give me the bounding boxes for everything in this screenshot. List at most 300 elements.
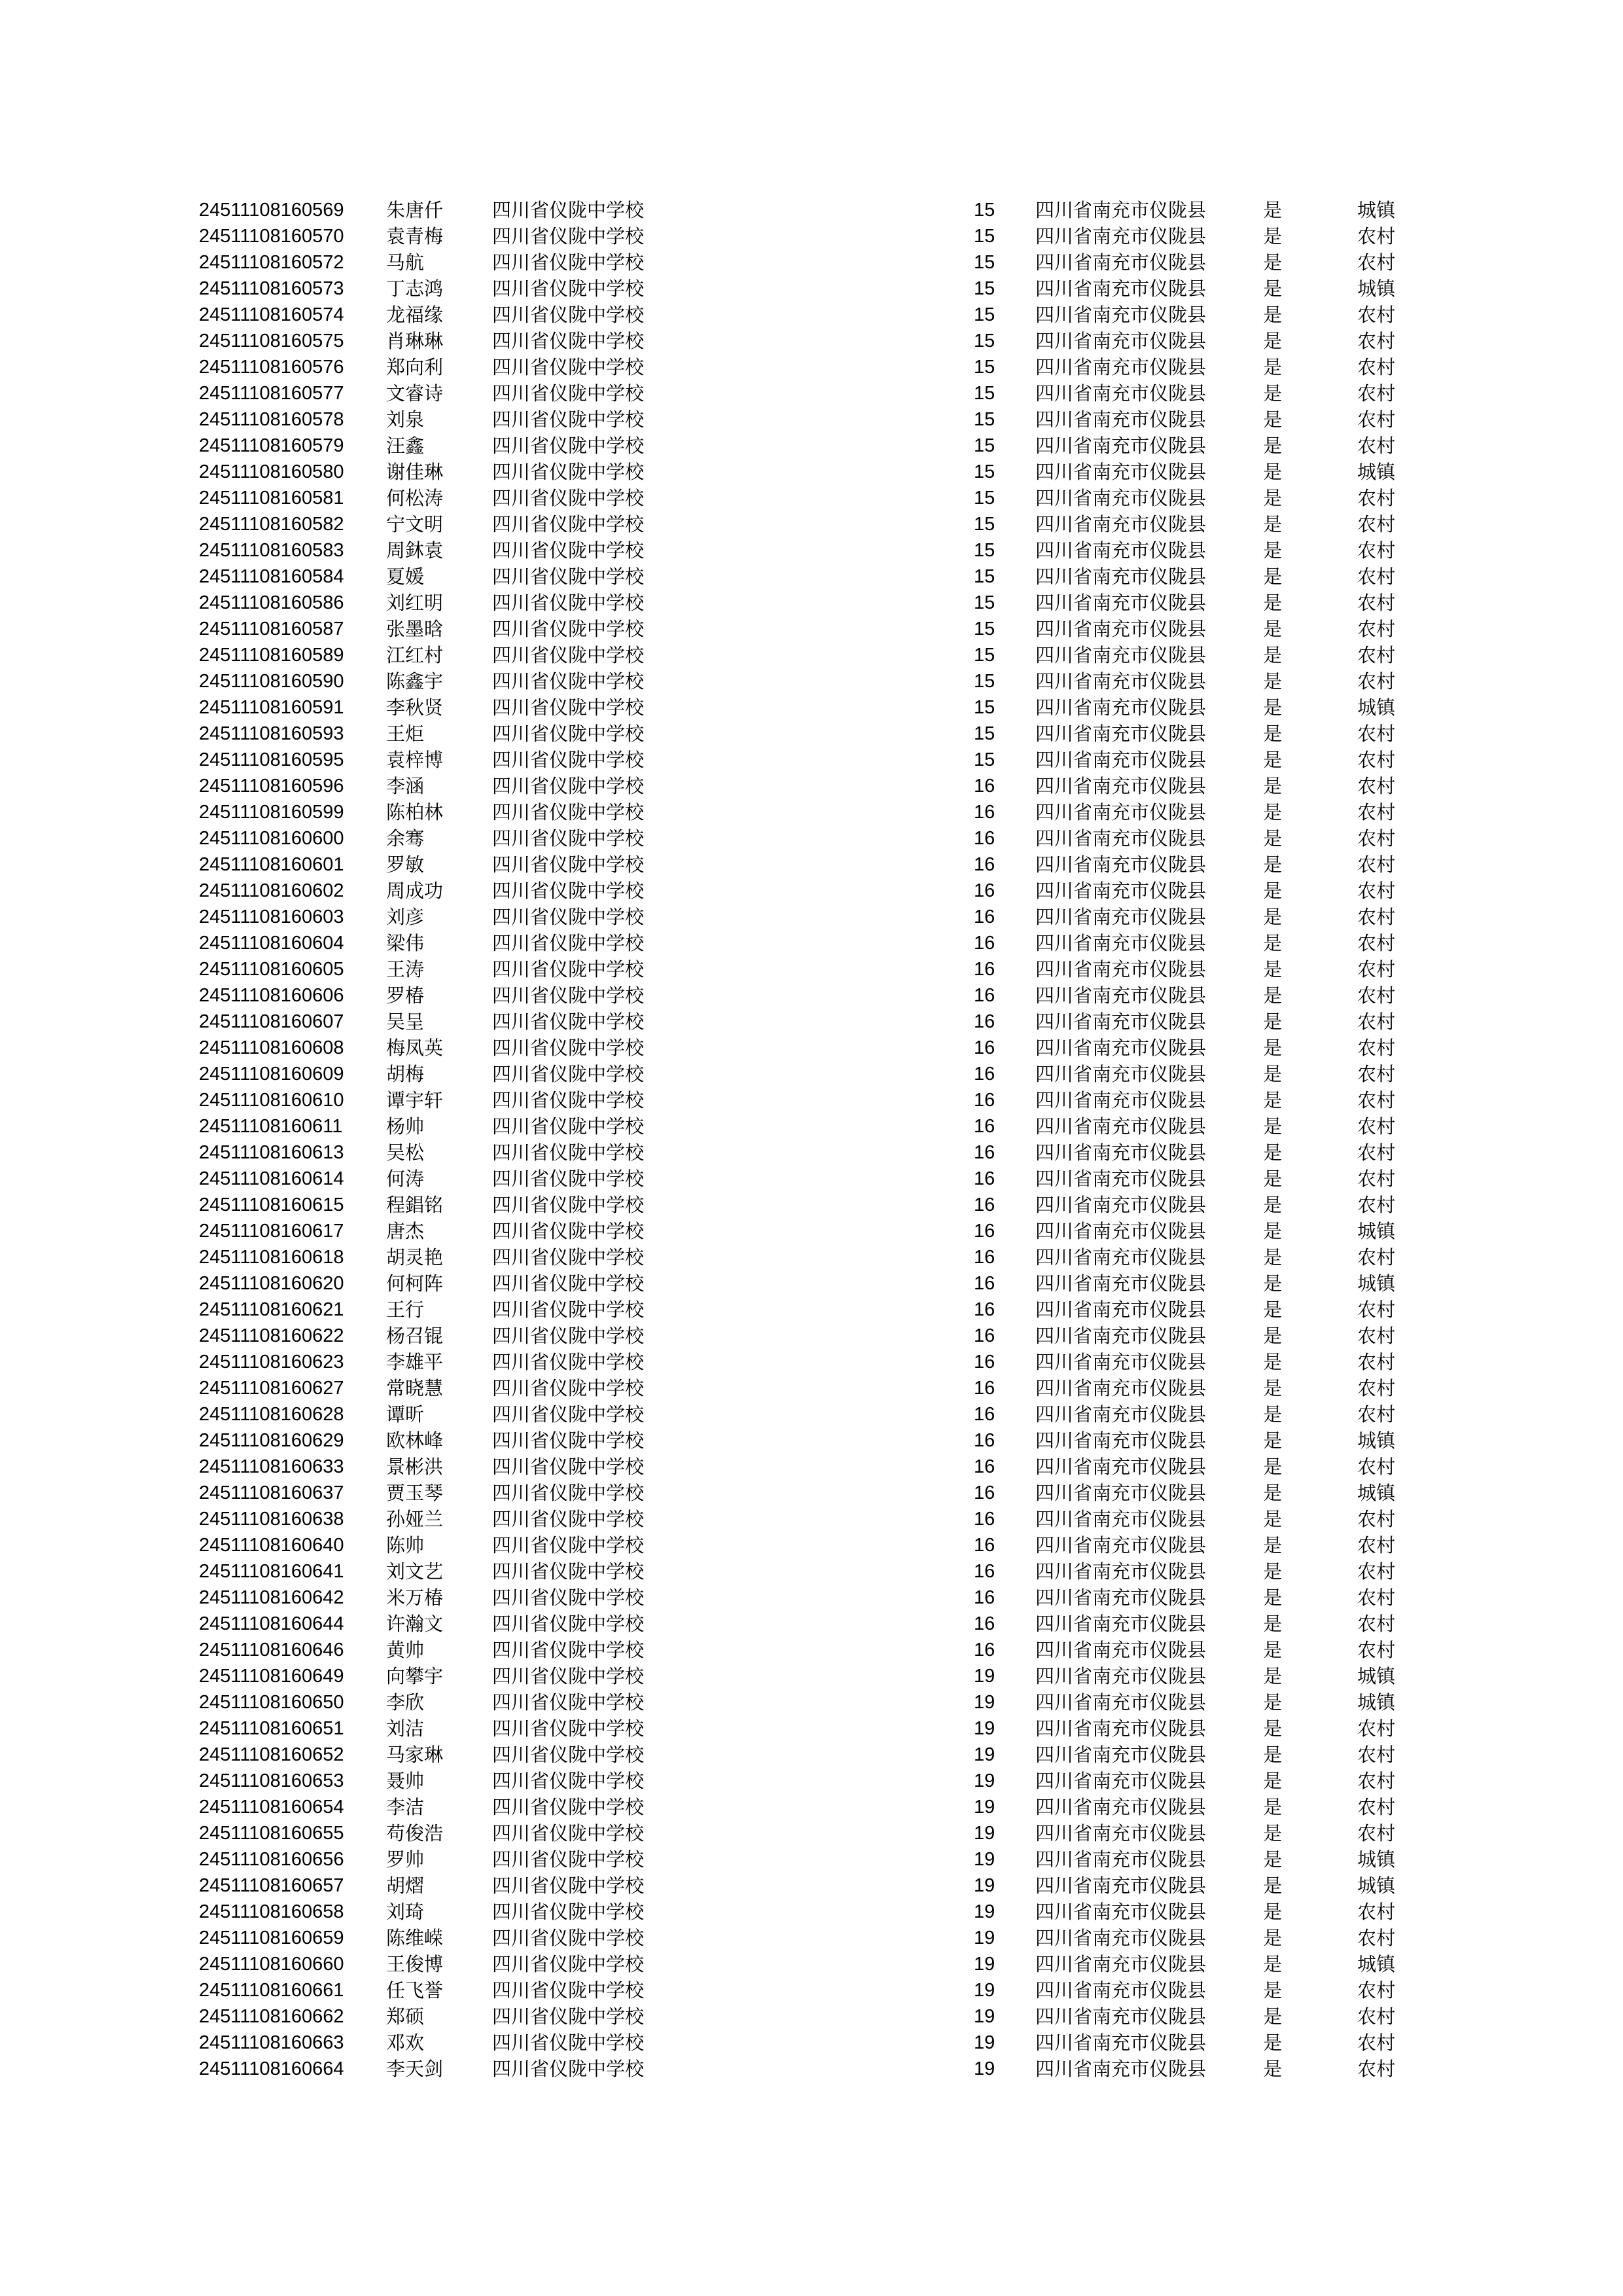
household-type-cell: 农村 bbox=[1357, 382, 1396, 404]
student-id-cell: 24511108160658 bbox=[199, 1901, 344, 1922]
school-cell: 四川省仪陇中学校 bbox=[492, 1141, 645, 1164]
school-cell: 四川省仪陇中学校 bbox=[492, 278, 645, 300]
count-cell: 16 bbox=[974, 1273, 995, 1294]
flag-cell: 是 bbox=[1263, 984, 1283, 1007]
school-cell: 四川省仪陇中学校 bbox=[492, 1115, 645, 1138]
address-cell: 四川省南充市仪陇县 bbox=[1035, 1377, 1207, 1399]
household-type-cell: 农村 bbox=[1357, 644, 1396, 666]
count-cell: 16 bbox=[974, 1482, 995, 1503]
school-cell: 四川省仪陇中学校 bbox=[492, 565, 645, 588]
student-id-cell: 24511108160663 bbox=[199, 2032, 344, 2053]
address-cell: 四川省南充市仪陇县 bbox=[1035, 1508, 1207, 1530]
school-cell: 四川省仪陇中学校 bbox=[492, 1246, 645, 1268]
household-type-cell: 农村 bbox=[1357, 1351, 1396, 1373]
school-cell: 四川省仪陇中学校 bbox=[492, 1456, 645, 1478]
flag-cell: 是 bbox=[1263, 2032, 1283, 2054]
student-id-cell: 24511108160662 bbox=[199, 2006, 344, 2027]
table-row bbox=[199, 485, 1442, 511]
student-id-cell: 24511108160629 bbox=[199, 1430, 344, 1451]
household-type-cell: 农村 bbox=[1357, 827, 1396, 850]
school-cell: 四川省仪陇中学校 bbox=[492, 1168, 645, 1190]
flag-cell: 是 bbox=[1263, 906, 1283, 928]
count-cell: 16 bbox=[974, 1194, 995, 1215]
household-type-cell: 城镇 bbox=[1357, 1953, 1396, 1975]
school-cell: 四川省仪陇中学校 bbox=[492, 644, 645, 666]
address-cell: 四川省南充市仪陇县 bbox=[1035, 644, 1207, 666]
count-cell: 15 bbox=[974, 723, 995, 744]
student-id-cell: 24511108160569 bbox=[199, 200, 344, 221]
table-row bbox=[199, 2056, 1442, 2082]
student-name-cell: 龙福缘 bbox=[386, 304, 444, 326]
address-cell: 四川省南充市仪陇县 bbox=[1035, 932, 1207, 954]
school-cell: 四川省仪陇中学校 bbox=[492, 1351, 645, 1373]
student-id-cell: 24511108160642 bbox=[199, 1587, 344, 1608]
count-cell: 15 bbox=[974, 671, 995, 692]
address-cell: 四川省南充市仪陇县 bbox=[1035, 1717, 1207, 1740]
household-type-cell: 农村 bbox=[1357, 435, 1396, 457]
flag-cell: 是 bbox=[1263, 1272, 1283, 1295]
table-row bbox=[199, 1532, 1442, 1558]
student-name-cell: 朱唐仟 bbox=[386, 199, 444, 221]
school-cell: 四川省仪陇中学校 bbox=[492, 2058, 645, 2080]
student-id-cell: 24511108160600 bbox=[199, 828, 344, 849]
flag-cell: 是 bbox=[1263, 775, 1283, 797]
student-id-cell: 24511108160641 bbox=[199, 1561, 344, 1582]
student-id-cell: 24511108160586 bbox=[199, 592, 344, 613]
household-type-cell: 农村 bbox=[1357, 880, 1396, 902]
table-row bbox=[199, 1192, 1442, 1218]
student-name-cell: 许瀚文 bbox=[386, 1613, 444, 1635]
count-cell: 15 bbox=[974, 749, 995, 770]
count-cell: 19 bbox=[974, 1770, 995, 1791]
table-row bbox=[199, 1611, 1442, 1637]
flag-cell: 是 bbox=[1263, 1770, 1283, 1792]
student-id-cell: 24511108160614 bbox=[199, 1168, 344, 1189]
table-row bbox=[199, 747, 1442, 773]
student-name-cell: 米万椿 bbox=[386, 1587, 444, 1609]
flag-cell: 是 bbox=[1263, 1351, 1283, 1373]
flag-cell: 是 bbox=[1263, 487, 1283, 509]
household-type-cell: 农村 bbox=[1357, 251, 1396, 274]
student-name-cell: 袁青梅 bbox=[386, 225, 444, 247]
student-id-cell: 24511108160593 bbox=[199, 723, 344, 744]
household-type-cell: 农村 bbox=[1357, 1168, 1396, 1190]
flag-cell: 是 bbox=[1263, 1534, 1283, 1556]
student-id-cell: 24511108160596 bbox=[199, 776, 344, 797]
school-cell: 四川省仪陇中学校 bbox=[492, 1613, 645, 1635]
student-id-cell: 24511108160613 bbox=[199, 1142, 344, 1163]
household-type-cell: 农村 bbox=[1357, 2058, 1396, 2080]
count-cell: 15 bbox=[974, 304, 995, 325]
count-cell: 16 bbox=[974, 1142, 995, 1163]
student-name-cell: 梁伟 bbox=[386, 932, 425, 954]
count-cell: 15 bbox=[974, 226, 995, 247]
student-name-cell: 苟俊浩 bbox=[386, 1822, 444, 1844]
count-cell: 19 bbox=[974, 1980, 995, 2001]
student-name-cell: 张墨晗 bbox=[386, 618, 444, 640]
table-row bbox=[199, 1009, 1442, 1035]
table-row bbox=[199, 511, 1442, 537]
flag-cell: 是 bbox=[1263, 304, 1283, 326]
student-name-cell: 肖琳琳 bbox=[386, 330, 444, 352]
student-id-cell: 24511108160587 bbox=[199, 619, 344, 639]
student-name-cell: 王行 bbox=[386, 1299, 425, 1321]
household-type-cell: 农村 bbox=[1357, 1325, 1396, 1347]
student-id-cell: 24511108160660 bbox=[199, 1954, 344, 1975]
count-cell: 16 bbox=[974, 1456, 995, 1477]
table-row bbox=[199, 249, 1442, 276]
household-type-cell: 农村 bbox=[1357, 513, 1396, 535]
student-id-cell: 24511108160655 bbox=[199, 1823, 344, 1844]
count-cell: 15 bbox=[974, 697, 995, 718]
student-id-cell: 24511108160623 bbox=[199, 1352, 344, 1372]
count-cell: 15 bbox=[974, 488, 995, 509]
household-type-cell: 城镇 bbox=[1357, 199, 1396, 221]
address-cell: 四川省南充市仪陇县 bbox=[1035, 1194, 1207, 1216]
count-cell: 16 bbox=[974, 1378, 995, 1399]
household-type-cell: 农村 bbox=[1357, 1717, 1396, 1740]
school-cell: 四川省仪陇中学校 bbox=[492, 1403, 645, 1426]
student-id-cell: 24511108160633 bbox=[199, 1456, 344, 1477]
student-id-cell: 24511108160570 bbox=[199, 226, 344, 247]
student-id-cell: 24511108160591 bbox=[199, 697, 344, 718]
count-cell: 15 bbox=[974, 566, 995, 587]
student-id-cell: 24511108160601 bbox=[199, 854, 344, 875]
count-cell: 19 bbox=[974, 2032, 995, 2053]
student-id-cell: 24511108160621 bbox=[199, 1299, 344, 1320]
household-type-cell: 农村 bbox=[1357, 565, 1396, 588]
address-cell: 四川省南充市仪陇县 bbox=[1035, 251, 1207, 274]
student-name-cell: 任飞誉 bbox=[386, 1979, 444, 2001]
table-row bbox=[199, 1297, 1442, 1323]
table-row bbox=[199, 354, 1442, 380]
household-type-cell: 农村 bbox=[1357, 932, 1396, 954]
table-row bbox=[199, 1951, 1442, 1977]
address-cell: 四川省南充市仪陇县 bbox=[1035, 2032, 1207, 2054]
address-cell: 四川省南充市仪陇县 bbox=[1035, 1246, 1207, 1268]
count-cell: 19 bbox=[974, 1797, 995, 1818]
student-name-cell: 何柯阵 bbox=[386, 1272, 444, 1295]
table-row bbox=[199, 1742, 1442, 1768]
address-cell: 四川省南充市仪陇县 bbox=[1035, 1011, 1207, 1033]
student-id-cell: 24511108160617 bbox=[199, 1221, 344, 1242]
count-cell: 15 bbox=[974, 200, 995, 221]
student-id-cell: 24511108160582 bbox=[199, 514, 344, 535]
school-cell: 四川省仪陇中学校 bbox=[492, 592, 645, 614]
student-id-cell: 24511108160595 bbox=[199, 749, 344, 770]
household-type-cell: 城镇 bbox=[1357, 1665, 1396, 1687]
household-type-cell: 农村 bbox=[1357, 958, 1396, 980]
address-cell: 四川省南充市仪陇县 bbox=[1035, 1691, 1207, 1713]
student-id-cell: 24511108160649 bbox=[199, 1666, 344, 1687]
address-cell: 四川省南充市仪陇县 bbox=[1035, 592, 1207, 614]
table-row bbox=[199, 2003, 1442, 2030]
household-type-cell: 农村 bbox=[1357, 1587, 1396, 1609]
flag-cell: 是 bbox=[1263, 382, 1283, 404]
table-row bbox=[199, 1768, 1442, 1794]
student-name-cell: 王炬 bbox=[386, 723, 425, 745]
household-type-cell: 农村 bbox=[1357, 1770, 1396, 1792]
table-row bbox=[199, 1323, 1442, 1349]
table-row bbox=[199, 1244, 1442, 1270]
student-name-cell: 刘洁 bbox=[386, 1717, 425, 1740]
table-row bbox=[199, 1637, 1442, 1663]
student-id-cell: 24511108160608 bbox=[199, 1037, 344, 1058]
household-type-cell: 农村 bbox=[1357, 1299, 1396, 1321]
table-row bbox=[199, 1846, 1442, 1873]
school-cell: 四川省仪陇中学校 bbox=[492, 775, 645, 797]
address-cell: 四川省南充市仪陇县 bbox=[1035, 1456, 1207, 1478]
flag-cell: 是 bbox=[1263, 1246, 1283, 1268]
school-cell: 四川省仪陇中学校 bbox=[492, 461, 645, 483]
household-type-cell: 农村 bbox=[1357, 1901, 1396, 1923]
address-cell: 四川省南充市仪陇县 bbox=[1035, 1168, 1207, 1190]
table-row bbox=[199, 1454, 1442, 1480]
address-cell: 四川省南充市仪陇县 bbox=[1035, 749, 1207, 771]
student-name-cell: 常晓慧 bbox=[386, 1377, 444, 1399]
school-cell: 四川省仪陇中学校 bbox=[492, 1482, 645, 1504]
count-cell: 16 bbox=[974, 933, 995, 954]
student-name-cell: 刘红明 bbox=[386, 592, 444, 614]
address-cell: 四川省南充市仪陇县 bbox=[1035, 1665, 1207, 1687]
student-name-cell: 李欣 bbox=[386, 1691, 425, 1713]
student-id-cell: 24511108160638 bbox=[199, 1509, 344, 1530]
student-name-cell: 丁志鸿 bbox=[386, 278, 444, 300]
count-cell: 15 bbox=[974, 278, 995, 299]
flag-cell: 是 bbox=[1263, 1744, 1283, 1766]
flag-cell: 是 bbox=[1263, 1822, 1283, 1844]
table-row bbox=[199, 982, 1442, 1009]
address-cell: 四川省南充市仪陇县 bbox=[1035, 461, 1207, 483]
address-cell: 四川省南充市仪陇县 bbox=[1035, 984, 1207, 1007]
student-id-cell: 24511108160602 bbox=[199, 880, 344, 901]
flag-cell: 是 bbox=[1263, 827, 1283, 850]
household-type-cell: 农村 bbox=[1357, 801, 1396, 823]
table-row bbox=[199, 825, 1442, 852]
student-id-cell: 24511108160578 bbox=[199, 409, 344, 430]
table-row bbox=[199, 380, 1442, 406]
household-type-cell: 农村 bbox=[1357, 2005, 1396, 2028]
address-cell: 四川省南充市仪陇县 bbox=[1035, 1037, 1207, 1059]
table-row bbox=[199, 197, 1442, 223]
address-cell: 四川省南充市仪陇县 bbox=[1035, 1770, 1207, 1792]
student-id-cell: 24511108160622 bbox=[199, 1325, 344, 1346]
household-type-cell: 农村 bbox=[1357, 853, 1396, 876]
student-name-cell: 陈鑫宇 bbox=[386, 670, 444, 692]
address-cell: 四川省南充市仪陇县 bbox=[1035, 304, 1207, 326]
address-cell: 四川省南充市仪陇县 bbox=[1035, 225, 1207, 247]
address-cell: 四川省南充市仪陇县 bbox=[1035, 278, 1207, 300]
count-cell: 16 bbox=[974, 1247, 995, 1268]
school-cell: 四川省仪陇中学校 bbox=[492, 984, 645, 1007]
student-table bbox=[199, 197, 1442, 2082]
school-cell: 四川省仪陇中学校 bbox=[492, 880, 645, 902]
table-row bbox=[199, 1401, 1442, 1427]
count-cell: 19 bbox=[974, 1744, 995, 1765]
count-cell: 16 bbox=[974, 906, 995, 927]
count-cell: 19 bbox=[974, 1954, 995, 1975]
student-name-cell: 景彬洪 bbox=[386, 1456, 444, 1478]
school-cell: 四川省仪陇中学校 bbox=[492, 1037, 645, 1059]
school-cell: 四川省仪陇中学校 bbox=[492, 513, 645, 535]
school-cell: 四川省仪陇中学校 bbox=[492, 1665, 645, 1687]
school-cell: 四川省仪陇中学校 bbox=[492, 827, 645, 850]
household-type-cell: 农村 bbox=[1357, 487, 1396, 509]
flag-cell: 是 bbox=[1263, 1037, 1283, 1059]
table-row bbox=[199, 1166, 1442, 1192]
household-type-cell: 农村 bbox=[1357, 984, 1396, 1007]
student-name-cell: 李雄平 bbox=[386, 1351, 444, 1373]
student-id-cell: 24511108160599 bbox=[199, 802, 344, 823]
household-type-cell: 农村 bbox=[1357, 356, 1396, 378]
table-row bbox=[199, 1820, 1442, 1846]
flag-cell: 是 bbox=[1263, 1063, 1283, 1085]
student-id-cell: 24511108160664 bbox=[199, 2058, 344, 2079]
table-row bbox=[199, 276, 1442, 302]
student-id-cell: 24511108160580 bbox=[199, 461, 344, 482]
household-type-cell: 农村 bbox=[1357, 1796, 1396, 1818]
count-cell: 16 bbox=[974, 1168, 995, 1189]
household-type-cell: 城镇 bbox=[1357, 1220, 1396, 1242]
school-cell: 四川省仪陇中学校 bbox=[492, 1272, 645, 1295]
student-id-cell: 24511108160572 bbox=[199, 252, 344, 273]
count-cell: 16 bbox=[974, 1325, 995, 1346]
household-type-cell: 农村 bbox=[1357, 225, 1396, 247]
household-type-cell: 农村 bbox=[1357, 1927, 1396, 1949]
student-id-cell: 24511108160659 bbox=[199, 1928, 344, 1948]
flag-cell: 是 bbox=[1263, 408, 1283, 431]
school-cell: 四川省仪陇中学校 bbox=[492, 1377, 645, 1399]
flag-cell: 是 bbox=[1263, 1168, 1283, 1190]
student-name-cell: 何涛 bbox=[386, 1168, 425, 1190]
table-row bbox=[199, 1873, 1442, 1899]
student-id-cell: 24511108160589 bbox=[199, 645, 344, 666]
student-name-cell: 江红村 bbox=[386, 644, 444, 666]
table-row bbox=[199, 799, 1442, 825]
table-row bbox=[199, 773, 1442, 799]
table-row bbox=[199, 721, 1442, 747]
count-cell: 16 bbox=[974, 1561, 995, 1582]
address-cell: 四川省南充市仪陇县 bbox=[1035, 958, 1207, 980]
count-cell: 15 bbox=[974, 383, 995, 404]
student-id-cell: 24511108160575 bbox=[199, 331, 344, 351]
count-cell: 16 bbox=[974, 1116, 995, 1137]
table-row bbox=[199, 1977, 1442, 2003]
address-cell: 四川省南充市仪陇县 bbox=[1035, 1351, 1207, 1373]
student-name-cell: 吴呈 bbox=[386, 1011, 425, 1033]
student-name-cell: 马航 bbox=[386, 251, 425, 274]
student-id-cell: 24511108160620 bbox=[199, 1273, 344, 1294]
flag-cell: 是 bbox=[1263, 1848, 1283, 1871]
table-row bbox=[199, 1585, 1442, 1611]
school-cell: 四川省仪陇中学校 bbox=[492, 749, 645, 771]
table-row bbox=[199, 1375, 1442, 1401]
student-name-cell: 罗帅 bbox=[386, 1848, 425, 1871]
household-type-cell: 城镇 bbox=[1357, 696, 1396, 719]
school-cell: 四川省仪陇中学校 bbox=[492, 1848, 645, 1871]
flag-cell: 是 bbox=[1263, 1403, 1283, 1426]
count-cell: 15 bbox=[974, 619, 995, 639]
household-type-cell: 城镇 bbox=[1357, 1848, 1396, 1871]
count-cell: 16 bbox=[974, 1299, 995, 1320]
flag-cell: 是 bbox=[1263, 1456, 1283, 1478]
table-row bbox=[199, 1218, 1442, 1244]
count-cell: 16 bbox=[974, 802, 995, 823]
table-row bbox=[199, 564, 1442, 590]
count-cell: 15 bbox=[974, 645, 995, 666]
school-cell: 四川省仪陇中学校 bbox=[492, 330, 645, 352]
school-cell: 四川省仪陇中学校 bbox=[492, 801, 645, 823]
address-cell: 四川省南充市仪陇县 bbox=[1035, 539, 1207, 562]
household-type-cell: 农村 bbox=[1357, 539, 1396, 562]
household-type-cell: 农村 bbox=[1357, 723, 1396, 745]
address-cell: 四川省南充市仪陇县 bbox=[1035, 801, 1207, 823]
student-name-cell: 汪鑫 bbox=[386, 435, 425, 457]
address-cell: 四川省南充市仪陇县 bbox=[1035, 1482, 1207, 1504]
student-name-cell: 贾玉琴 bbox=[386, 1482, 444, 1504]
table-row bbox=[199, 1689, 1442, 1715]
address-cell: 四川省南充市仪陇县 bbox=[1035, 356, 1207, 378]
table-row bbox=[199, 1715, 1442, 1742]
count-cell: 19 bbox=[974, 1849, 995, 1870]
address-cell: 四川省南充市仪陇县 bbox=[1035, 906, 1207, 928]
flag-cell: 是 bbox=[1263, 1691, 1283, 1713]
address-cell: 四川省南充市仪陇县 bbox=[1035, 1744, 1207, 1766]
household-type-cell: 农村 bbox=[1357, 592, 1396, 614]
flag-cell: 是 bbox=[1263, 565, 1283, 588]
school-cell: 四川省仪陇中学校 bbox=[492, 1299, 645, 1321]
student-id-cell: 24511108160628 bbox=[199, 1404, 344, 1425]
student-id-cell: 24511108160610 bbox=[199, 1090, 344, 1111]
flag-cell: 是 bbox=[1263, 1927, 1283, 1949]
flag-cell: 是 bbox=[1263, 1979, 1283, 2001]
household-type-cell: 农村 bbox=[1357, 1194, 1396, 1216]
household-type-cell: 农村 bbox=[1357, 1639, 1396, 1661]
student-name-cell: 杨召锟 bbox=[386, 1325, 444, 1347]
student-id-cell: 24511108160590 bbox=[199, 671, 344, 692]
table-row bbox=[199, 1506, 1442, 1532]
flag-cell: 是 bbox=[1263, 513, 1283, 535]
address-cell: 四川省南充市仪陇县 bbox=[1035, 2058, 1207, 2080]
school-cell: 四川省仪陇中学校 bbox=[492, 408, 645, 431]
count-cell: 16 bbox=[974, 776, 995, 797]
household-type-cell: 农村 bbox=[1357, 1037, 1396, 1059]
school-cell: 四川省仪陇中学校 bbox=[492, 1587, 645, 1609]
student-name-cell: 郑硕 bbox=[386, 2005, 425, 2028]
student-name-cell: 周鈢袁 bbox=[386, 539, 444, 562]
student-name-cell: 谭宇轩 bbox=[386, 1089, 444, 1111]
table-row bbox=[199, 590, 1442, 616]
count-cell: 19 bbox=[974, 1875, 995, 1896]
address-cell: 四川省南充市仪陇县 bbox=[1035, 1063, 1207, 1085]
count-cell: 16 bbox=[974, 1535, 995, 1556]
flag-cell: 是 bbox=[1263, 1953, 1283, 1975]
count-cell: 15 bbox=[974, 514, 995, 535]
school-cell: 四川省仪陇中学校 bbox=[492, 382, 645, 404]
household-type-cell: 农村 bbox=[1357, 2032, 1396, 2054]
school-cell: 四川省仪陇中学校 bbox=[492, 1194, 645, 1216]
flag-cell: 是 bbox=[1263, 356, 1283, 378]
count-cell: 16 bbox=[974, 828, 995, 849]
student-id-cell: 24511108160656 bbox=[199, 1849, 344, 1870]
student-name-cell: 梅凤英 bbox=[386, 1037, 444, 1059]
table-row bbox=[199, 694, 1442, 721]
student-name-cell: 夏媛 bbox=[386, 565, 425, 588]
household-type-cell: 城镇 bbox=[1357, 461, 1396, 483]
household-type-cell: 农村 bbox=[1357, 1979, 1396, 2001]
student-name-cell: 谢佳琳 bbox=[386, 461, 444, 483]
count-cell: 19 bbox=[974, 1718, 995, 1739]
